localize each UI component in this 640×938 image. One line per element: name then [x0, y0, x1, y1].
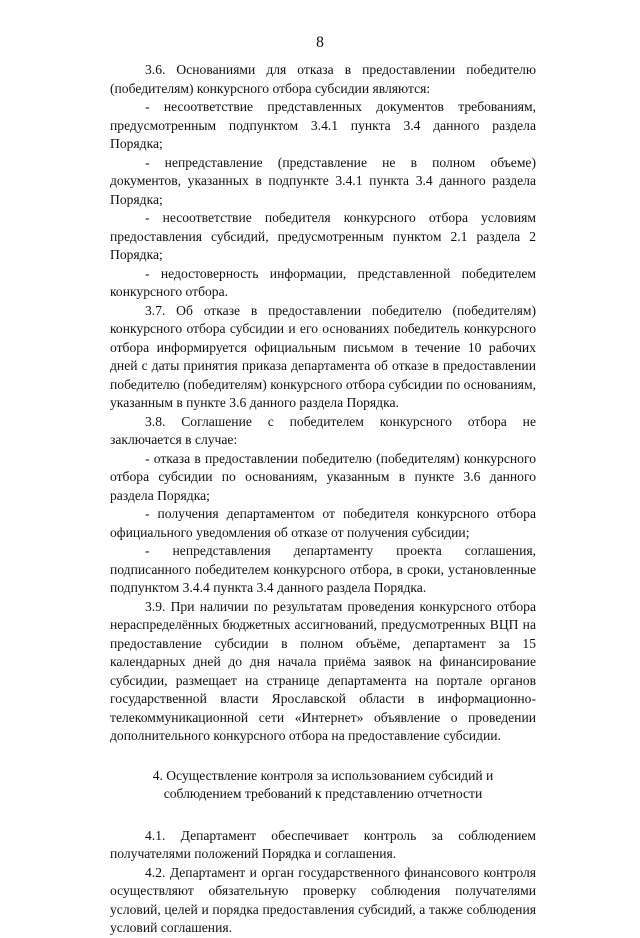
- list-item: - несоответствие победителя конкурсного отбора условиям предоставления субсидий, предусмотренным пунктом 2.1 раздела 2 Порядка;: [110, 210, 536, 262]
- list-item: - получения департаментом от победителя конкурсного отбора официального уведомления об отказе от получения субсидии;: [110, 506, 536, 540]
- section-heading: [110, 767, 536, 804]
- page-number: 8: [316, 34, 324, 51]
- paragraph-4-1: 4.1. Департамент обеспечивает контроль за соблюдением получателями положений Порядка и соглашения.: [110, 827, 536, 861]
- paragraph-3-9: 3.9. При наличии по результатам проведения конкурсного отбора нераспределённых бюджетных ассигнований, предусмотренных ВЦП на предоставление субсидии в полном объёме, департамент за 15 календарных дней до дня начала приёма заявок на финансирование субсидии, размещает на странице департамента на портале органов государственной власти Ярославской области в информационно-телекоммуникационной сети «Интернет» объявление о проведении дополнительного конкурсного отбора на предоставление субсидии.: [110, 598, 536, 743]
- list-item: - непредставления департаменту проекта соглашения, подписанного победителем конкурсного отбора, в сроки, установленные подпунктом 3.4.4 пункта 3.4 данного раздела Порядка.: [110, 543, 536, 595]
- paragraph-3-7: 3.7. Об отказе в предоставлении победителю (победителям) конкурсного отбора субсидии и его основаниях победитель конкурсного отбора информируется официальным письмом в течение 10 рабочих дней с даты принятия приказа департамента об отказе в предоставлении победителю (победителям) конкурсного отбора субсидии по основаниям, указанным в пункте 3.6 данного раздела Порядка.: [110, 302, 536, 410]
- list-item: - недостоверность информации, представленной победителем конкурсного отбора.: [110, 265, 536, 299]
- section-heading-line-1: 4. Осуществление контроля за использованием субсидий и: [152, 767, 494, 783]
- list-item: - несоответствие представленных документов требованиям, предусмотренным подпунктом 3.4.1 пункта 3.4 данного раздела Порядка;: [110, 99, 536, 151]
- document-body: [110, 61, 536, 938]
- list-item: - непредставление (представление не в полном объеме) документов, указанных в подпункте 3.4.1 пункта 3.4 данного раздела Порядка;: [110, 154, 536, 207]
- list-item: - отказа в предоставлении победителю (победителям) конкурсного отбора субсидии по основаниям, указанным в пункте 3.6 данного раздела Порядка;: [110, 450, 536, 503]
- section-heading-line-2: соблюдением требований к представлению отчетности: [163, 786, 483, 801]
- paragraph-3-8: 3.8. Соглашение с победителем конкурсного отбора не заключается в случае:: [110, 413, 536, 447]
- paragraph-3-6: 3.6. Основаниями для отказа в предоставлении победителю (победителям) конкурсного отбора субсидии являются:: [110, 62, 536, 96]
- paragraph-4-2: 4.2. Департамент и орган государственного финансового контроля осуществляют обязательную проверку соблюдения получателями условий, целей и порядка предоставления субсидий, а также соблюдения условий соглашения.: [110, 864, 536, 935]
